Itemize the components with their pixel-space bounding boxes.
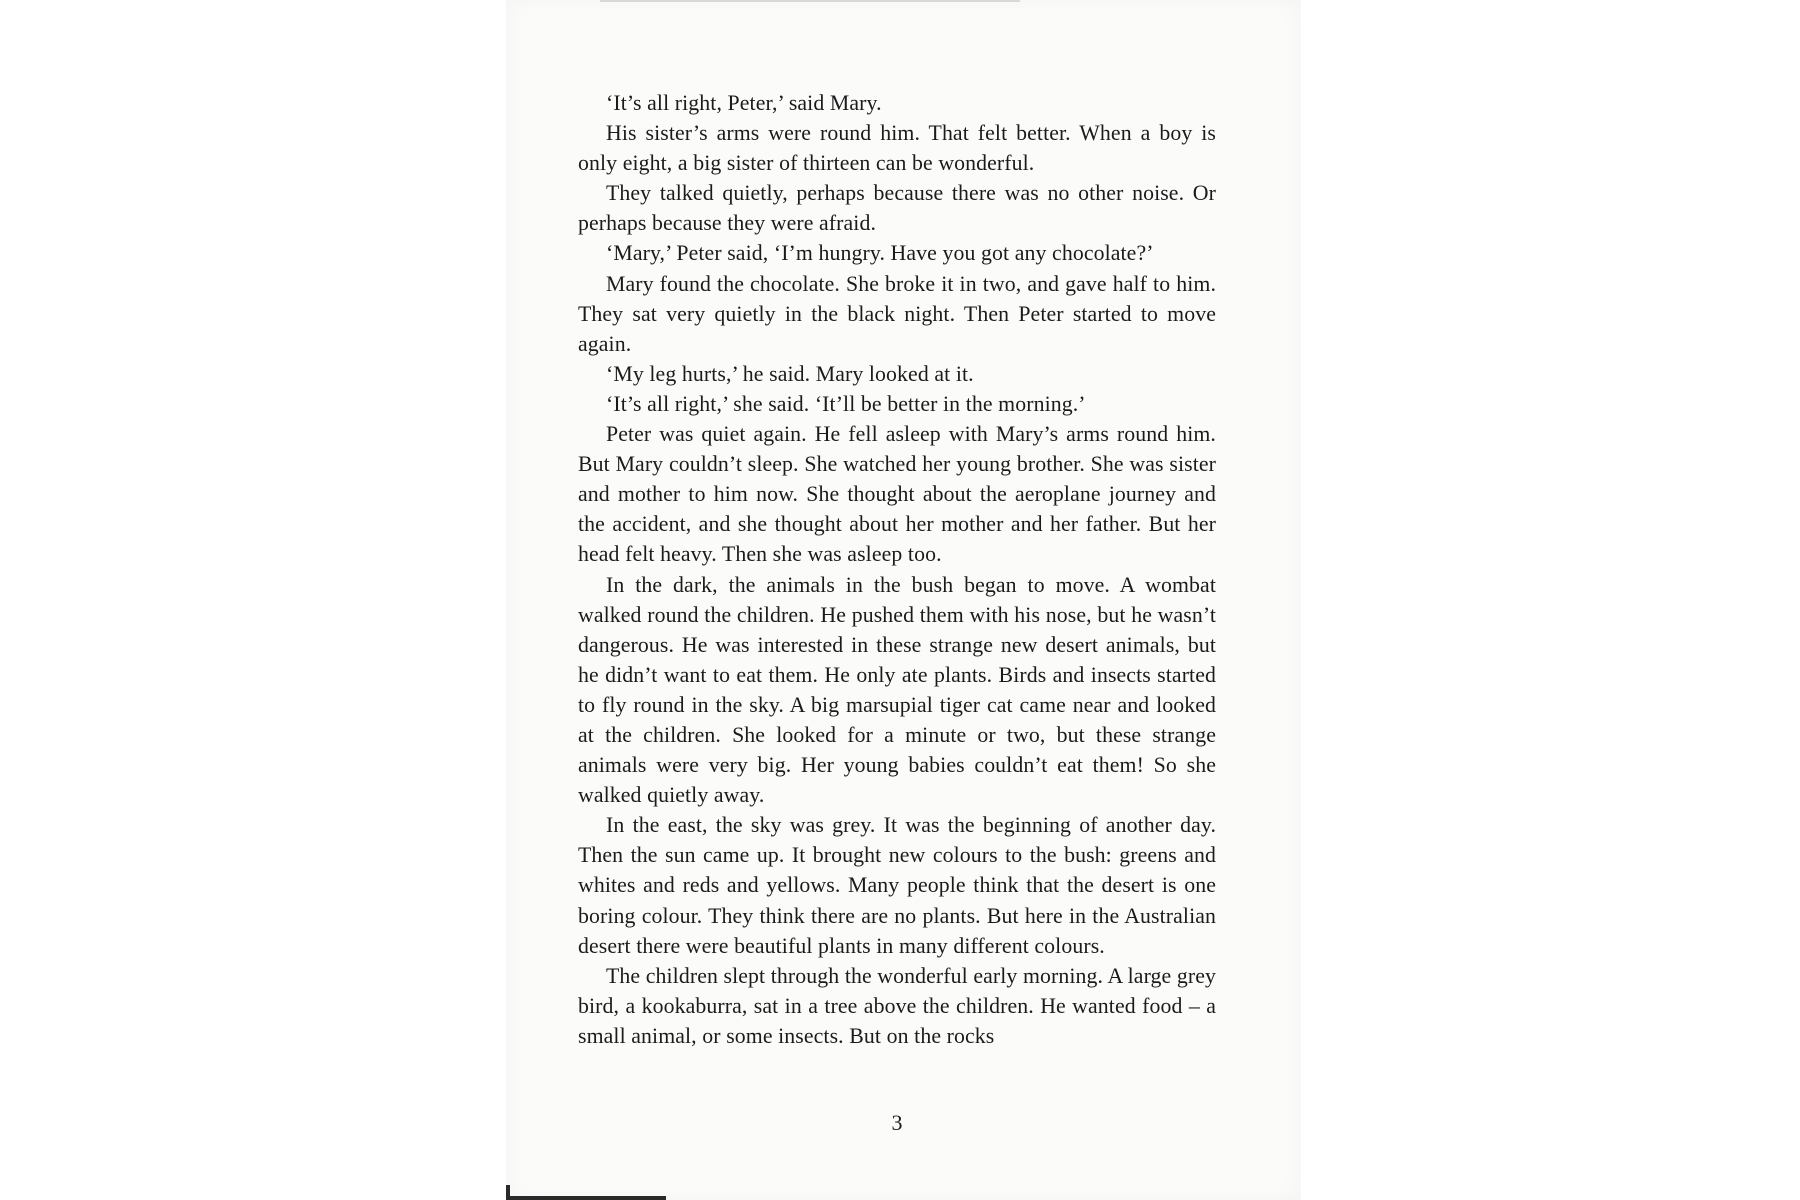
paragraph: Peter was quiet again. He fell asleep with Mary’s arms round him. But Mary couldn’t sleep. She watched her young brother. She was sister and mother to him now. She thought about the aeroplane journey and the accident, and she thought about her mother and her father. But her head felt heavy. Then she was asleep too.: [578, 422, 1216, 567]
paragraph: In the east, the sky was grey. It was the beginning of another day. Then the sun came up. It brought new colours to the bush: greens and whites and reds and yellows. Many people think that the desert is one boring colour. They think there are no plants. But here in the Australian desert there were beautiful plants in many different colours.: [578, 813, 1216, 958]
page-number: 3: [891, 1110, 903, 1135]
paragraph: ‘My leg hurts,’ he said. Mary looked at it.: [606, 361, 974, 386]
paragraph: His sister’s arms were round him. That felt better. When a boy is only eight, a big sister of thirteen can be wonderful.: [578, 121, 1216, 176]
footer: [578, 0, 1216, 1200]
paragraph: In the dark, the animals in the bush began to move. A wombat walked round the children. He pushed them with his nose, but he wasn’t dangerous. He was interested in these strange new desert animals, but he didn’t want to eat them. He only ate plants. Birds and insects started to fly round in the sky. A big marsupial tiger cat came near and looked at the children. She looked for a minute or two, but these strange animals were very big. Her young babies couldn’t eat them! So she walked quietly away.: [578, 572, 1216, 808]
paragraph: Mary found the chocolate. She broke it in two, and gave half to him. They sat very quietly in the black night. Then Peter started to move again.: [578, 271, 1216, 356]
paragraph: ‘It’s all right, Peter,’ said Mary.: [606, 91, 882, 115]
paragraph: ‘It’s all right,’ she said. ‘It’ll be better in the morning.’: [606, 391, 1086, 416]
paragraph: ‘Mary,’ Peter said, ‘I’m hungry. Have you got any chocolate?’: [606, 241, 1154, 266]
paragraph: The children slept through the wonderful early morning. A large grey bird, a kookaburra, sat in a tree above the children. He wanted food – a small animal, or some insects. But on the rocks: [578, 963, 1216, 1048]
left-scan-edge: [506, 1185, 510, 1200]
paragraph: They talked quietly, perhaps because there was no other noise. Or perhaps because they were afraid.: [578, 181, 1216, 236]
